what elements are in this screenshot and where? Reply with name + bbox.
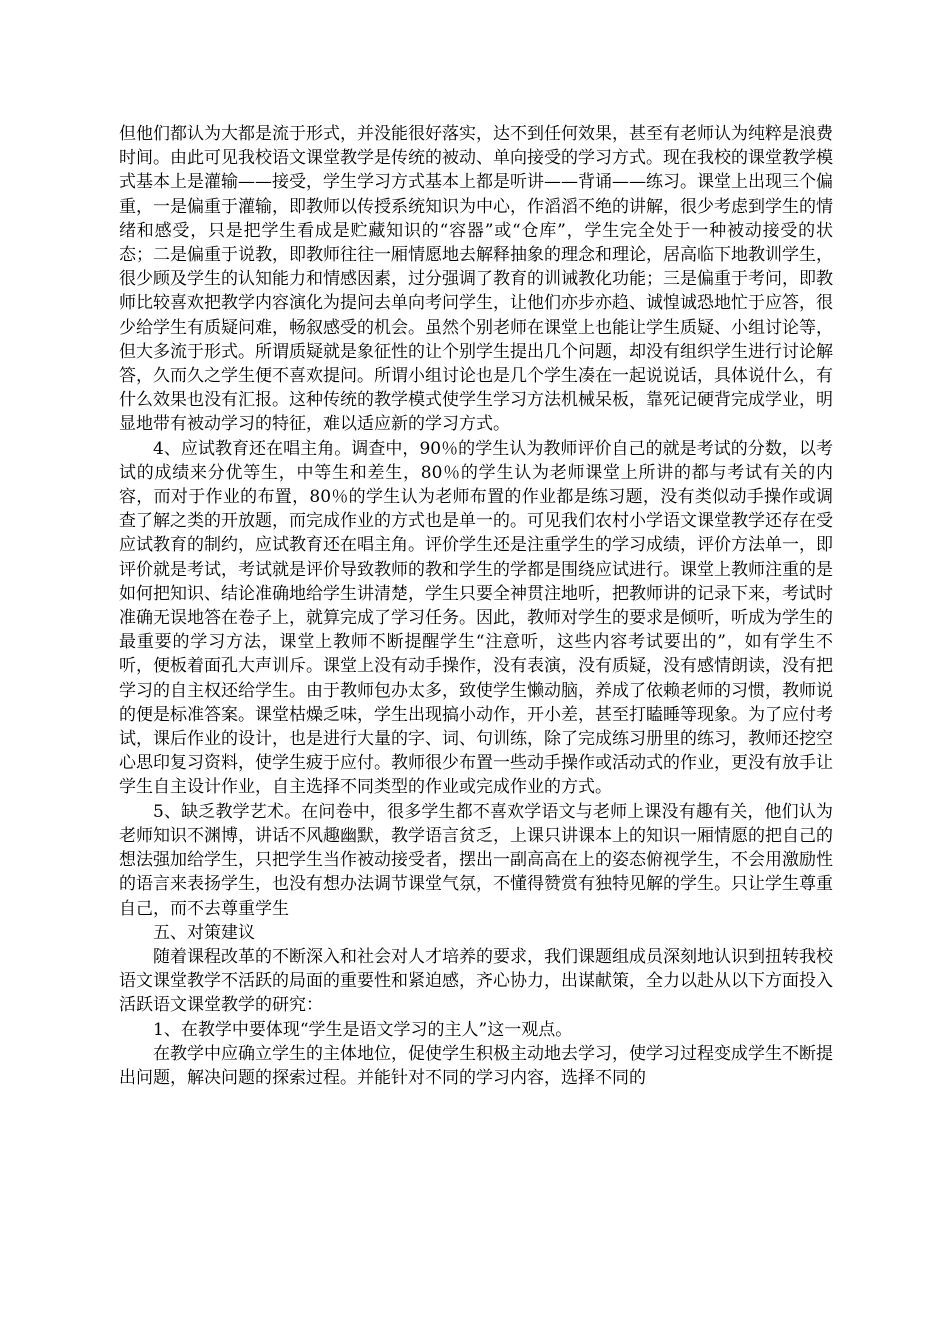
paragraph-continuation: 但他们都认为大都是流于形式，并没能很好落实，达不到任何效果，甚至有老师认为纯粹是浪费时间。由此可见我校语文课堂教学是传统的被动、单向接受的学习方式。现在我校的课堂教学模式基本上是灌输——接受，学生学习方式基本上都是听讲——背诵——练习。课堂上出现三个偏重，一是偏重于灌输，即教师以传授系统知识为中心，作滔滔不绝的讲解，很少考虑到学生的情绪和感受，只是把学生看成是贮藏知识的“容器”或“仓库”，学生完全处于一种被动接受的状态；二是偏重于说教，即教师往往一厢情愿地去解释抽象的理念和理论，居高临下地教训学生，很少顾及学生的认知能力和情感因素，过分强调了教育的训诫教化功能；三是偏重于考问，即教师比较喜欢把教学内容演化为提问去单向考问学生，让他们亦步亦趋、诚惶诚恐地忙于应答，很少给学生有质疑问难，畅叙感受的机会。虽然个别老师在课堂上也能让学生质疑、小组讨论等，但大多流于形式。所谓质疑就是象征性的让个别学生提出几个问题，却没有组织学生进行讨论解答，久而久之学生便不喜欢提问。所谓小组讨论也是几个学生凑在一起说说话，具体说什么，有什么效果也没有汇报。这种传统的教学模式使学生学习方法机械呆板，靠死记硬背完成学业，明显地带有被动学习的特征，难以适应新的学习方式。 bbox=[119, 124, 833, 435]
paragraph-suggestions-intro: 随着课程改革的不断深入和社会对人才培养的要求，我们课题组成员深刻地认识到扭转我校语文课堂教学不活跃的局面的重要性和紧迫感，齐心协力，出谋献策，全力以赴从以下方面投入活跃语文课堂教学的研究： bbox=[119, 946, 833, 1016]
section-heading-suggestions: 五、对策建议 bbox=[153, 922, 255, 943]
document-body bbox=[119, 122, 833, 1090]
paragraph-exam-oriented: 4、应试教育还在唱主角。调查中，90％的学生认为教师评价自己的就是考试的分数，以考试的成绩来分优等生，中等生和差生，80％的学生认为老师课堂上所讲的都与考试有关的内容，而对于作业的布置，80％的学生认为老师布置的作业都是练习题，没有类似动手操作或调查了解之类的开放题，而完成作业的方式也是单一的。可见我们农村小学语文课堂教学还存在受应试教育的制约，应试教育还在唱主角。评价学生还是注重学生的学习成绩，评价方法单一，即评价就是考试，考试就是评价导致教师的教和学生的学都是围绕应试进行。课堂上教师注重的是如何把知识、结论准确地给学生讲清楚，学生只要全神贯注地听，把教师讲的记录下来，考试时准确无误地答在卷子上，就算完成了学习任务。因此，教师对学生的要求是倾听，听成为学生的最重要的学习方法，课堂上教师不断提醒学生“注意听，这些内容考试要出的”，如有学生不听，便板着面孔大声训斥。课堂上没有动手操作，没有表演，没有质疑，没有感情朗读，没有把学习的自主权还给学生。由于教师包办太多，致使学生懒动脑，养成了依赖老师的习惯，教师说的便是标准答案。课堂枯燥乏味，学生出现搞小动作，开小差，甚至打瞌睡等现象。为了应付考试，课后作业的设计，也是进行大量的字、词、句训练，除了完成练习册里的练习，教师还挖空心思印复习资料，使学生疲于应付。教师很少布置一些动手操作或活动式的作业，更没有放手让学生自主设计作业，自主选择不同类型的作业或完成作业的方式。 bbox=[119, 438, 833, 798]
paragraph-subheading-1: 1、在教学中要体现“学生是语文学习的主人”这一观点。 bbox=[153, 1019, 573, 1040]
paragraph-student-subject: 在教学中应确立学生的主体地位，促使学生积极主动地去学习，使学习过程变成学生不断提出问题，解决问题的探索过程。并能针对不同的学习内容，选择不同的 bbox=[119, 1043, 833, 1088]
paragraph-teaching-art: 5、缺乏教学艺术。在问卷中，很多学生都不喜欢学语文与老师上课没有趣有关，他们认为老师知识不渊博，讲话不风趣幽默，教学语言贫乏，上课只讲课本上的知识一厢情愿的把自己的想法强加给学生，只把学生当作被动接受者，摆出一副高高在上的姿态俯视学生，不会用激励性的语言来表扬学生，也没有想办法调节课堂气氛，不懂得赞赏有独特见解的学生。只让学生尊重自己，而不去尊重学生 bbox=[119, 801, 833, 919]
